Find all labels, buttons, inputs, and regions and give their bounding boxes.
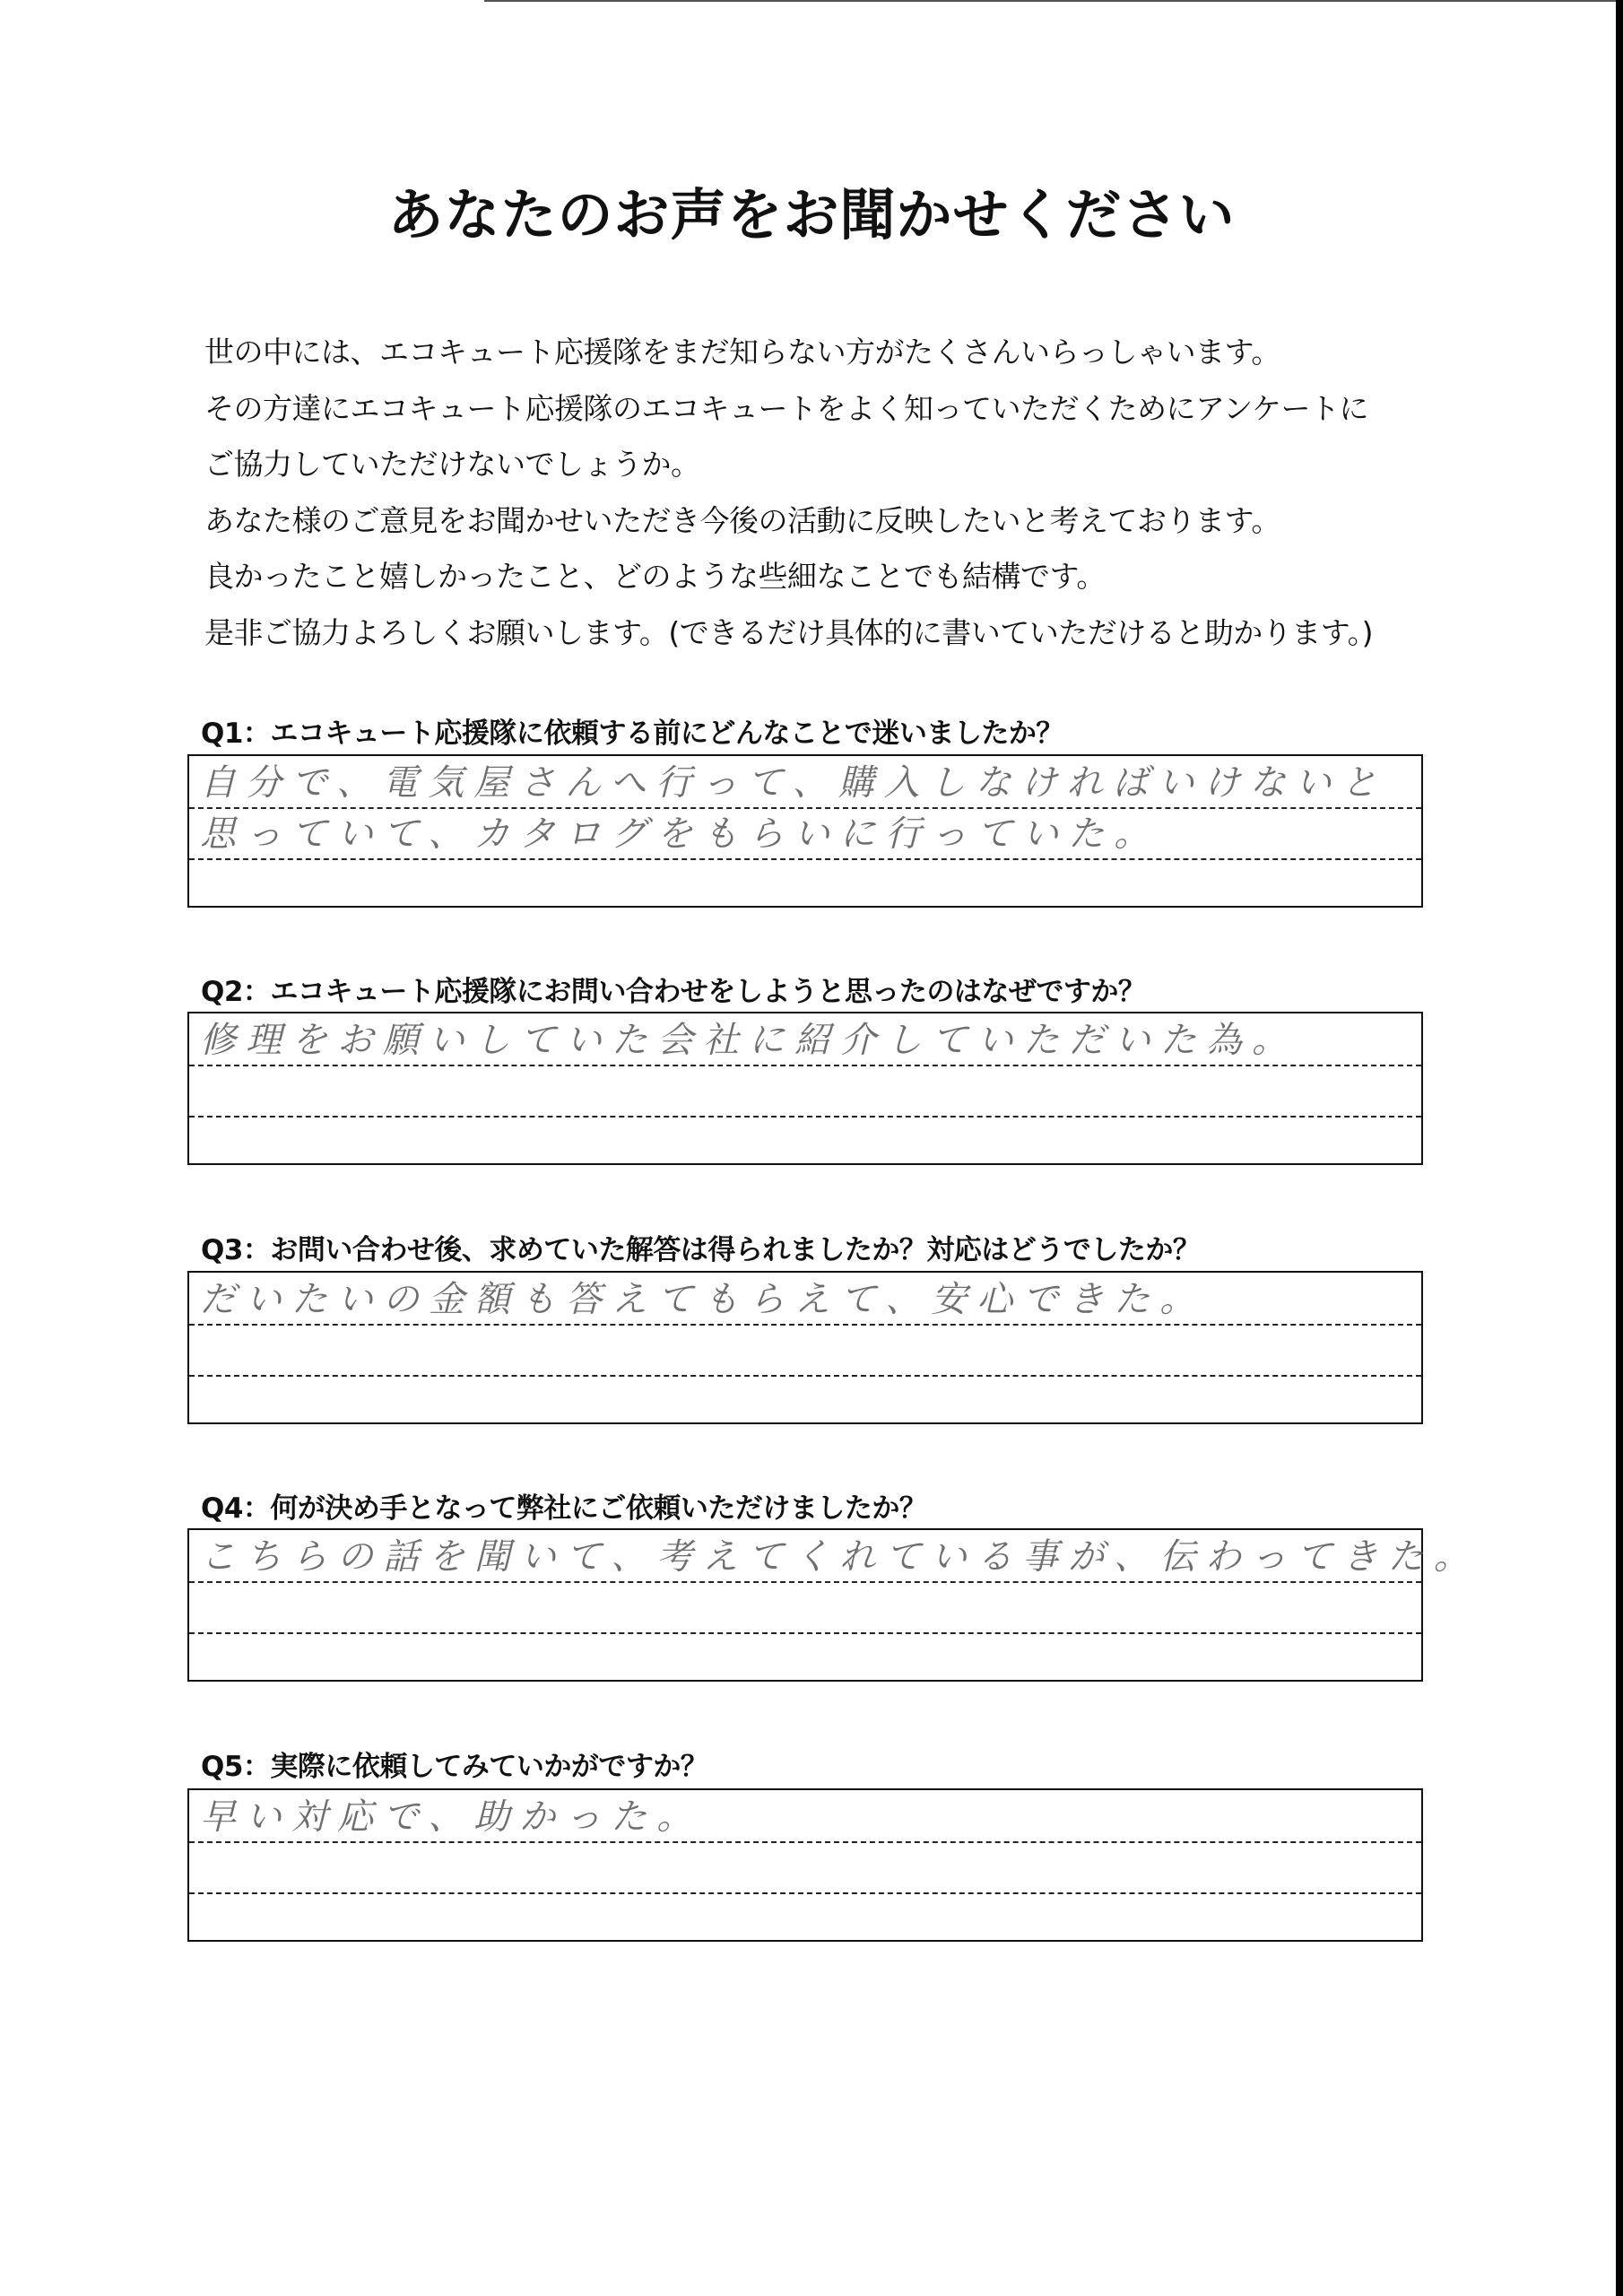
handwritten-answer: 早い対応で、助かった。 bbox=[200, 1796, 703, 1838]
answer-box-5[interactable] bbox=[187, 1788, 1423, 1942]
question-1-label: Q1：エコキュート応援隊に依頼する前にどんなことで迷いましたか？ bbox=[201, 718, 1063, 750]
handwritten-answer: 自分で、電気屋さんへ行って、購入しなければいけないと bbox=[200, 762, 1387, 804]
intro-line: 良かったこと嬉しかったこと、どのような些細なことでも結構です。 bbox=[204, 559, 1106, 594]
question-2-label: Q2：エコキュート応援隊にお問い合わせをしようと思ったのはなぜですか？ bbox=[201, 976, 1146, 1008]
answer-line[interactable] bbox=[189, 1841, 1421, 1894]
scan-edge-top bbox=[484, 0, 1623, 2]
scan-edge-right bbox=[1616, 0, 1623, 2296]
answer-box-2[interactable] bbox=[187, 1012, 1423, 1165]
intro-line: 世の中には、エコキュート応援隊をまだ知らない方がたくさんいらっしゃいます。 bbox=[204, 335, 1280, 370]
answer-line[interactable] bbox=[189, 1375, 1421, 1426]
answer-line[interactable] bbox=[189, 1065, 1421, 1118]
answer-line[interactable] bbox=[189, 1324, 1421, 1377]
question-5-label: Q5：実際に依頼してみていかがですか？ bbox=[201, 1751, 708, 1783]
answer-line[interactable] bbox=[189, 1013, 1421, 1066]
intro-line: 是非ご協力よろしくお願いします。(できるだけ具体的に書いていただけると助かります。) bbox=[204, 614, 1373, 650]
intro-line: あなた様のご意見をお聞かせいただき今後の活動に反映したいと考えております。 bbox=[204, 502, 1280, 538]
handwritten-answer: こちらの話を聞いて、考えてくれている事が、伝わってきた。 bbox=[200, 1536, 1480, 1578]
answer-line[interactable] bbox=[189, 1790, 1421, 1843]
answer-line[interactable] bbox=[189, 1632, 1421, 1683]
answer-box-1[interactable] bbox=[187, 754, 1423, 908]
question-3-label: Q3：お問い合わせ後、求めていた解答は得られましたか？対応はどうでしたか？ bbox=[201, 1234, 1201, 1266]
answer-line[interactable] bbox=[189, 858, 1421, 909]
handwritten-answer: 修理をお願いしていた会社に紹介していただいた為。 bbox=[200, 1020, 1298, 1061]
handwritten-answer: 思っていて、カタログをもらいに行っていた。 bbox=[200, 813, 1160, 855]
answer-line[interactable] bbox=[189, 1581, 1421, 1634]
answer-line[interactable] bbox=[189, 1530, 1480, 1583]
intro-paragraph bbox=[204, 325, 1460, 661]
answer-line[interactable] bbox=[189, 1892, 1421, 1944]
answer-line[interactable] bbox=[189, 756, 1421, 809]
answer-line[interactable] bbox=[189, 807, 1421, 860]
question-4-label: Q4：何が決め手となって弊社にご依頼いただけましたか？ bbox=[201, 1492, 927, 1525]
answer-line[interactable] bbox=[189, 1116, 1421, 1167]
answer-line[interactable] bbox=[189, 1273, 1421, 1326]
intro-line: その方達にエコキュート応援隊のエコキュートをよく知っていただくためにアンケートに bbox=[204, 390, 1369, 426]
page-title: あなたのお声をお聞かせください bbox=[387, 182, 1236, 248]
handwritten-answer: だいたいの金額も答えてもらえて、安心できた。 bbox=[200, 1279, 1206, 1320]
answer-box-3[interactable] bbox=[187, 1271, 1423, 1424]
answer-box-4[interactable] bbox=[187, 1528, 1480, 1682]
intro-line: ご協力していただけないでしょうか。 bbox=[204, 447, 700, 482]
